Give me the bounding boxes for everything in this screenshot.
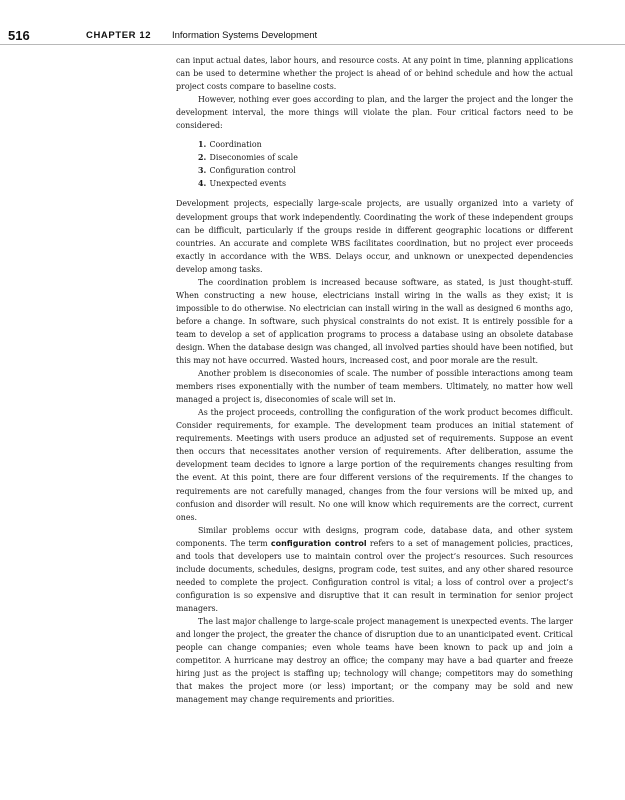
page-body — [176, 54, 573, 706]
paragraph-planning-applications: can input actual dates, labor hours, and resource costs. At any point in time, planning applications can be used to determine whether the project is ahead of or behind schedule and how the actual project costs compare to baseline costs. — [176, 56, 573, 92]
header-divider — [0, 44, 625, 45]
chapter-label: CHAPTER 12 — [86, 30, 152, 41]
paragraph-nothing-goes-to-plan: However, nothing ever goes according to plan, and the larger the project and the longer the development interval, the more things will violate the plan. Four critical factors need to be considered: — [176, 95, 573, 131]
page-number: 516 — [8, 28, 30, 43]
paragraph-configuration-control: Similar problems occur with designs, program code, database data, and other system components. The term configuration control refers to a set of management policies, practices, and tools that developers use to maintain control over the project’s resources. Such resources include documents, schedules, designs, program code, test suites, and any other shared resource needed to complete the project. Configuration control is vital; a loss of control over a project’s configuration is so expensive and disruptive that it can result in termination for senior project managers. — [176, 525, 573, 613]
running-header — [0, 28, 625, 48]
key-term: configuration control — [270, 538, 367, 548]
list-item: 1. Coordination — [198, 140, 262, 150]
paragraph-requirements-versions: As the project proceeds, controlling the configuration of the work product becomes difficult. Consider requirements, for example. The development team produces an initial statement of requirements. Meetings with users produce an adjusted set of requirements. Suppose an event then occurs that necessitates another version of requirements. After deliberation, assume the development team decides to ignore a large portion of the requirements changes resulting from the event. At this point, there are four different versions of the requirements. If the changes to requirements are not carefully managed, changes from the four versions will be mixed up, and confusion and disorder will result. No one will know which requirements are the correct, current ones. — [176, 408, 573, 522]
paragraph-unexpected-events: The last major challenge to large-scale project management is unexpected events. The larger and longer the project, the greater the chance of disruption due to an unanticipated event. Critical people can change companies; even whole teams have been known to pack up and join a competitor. A hurricane may destroy an office; the company may have a bad quarter and freeze hiring just as the project is staffing up; technology will change; competitors may do something that makes the project more (or less) important; or the company may be sold and new management may change requirements and priorities. — [176, 616, 573, 705]
list-item: 4. Unexpected events — [198, 179, 287, 189]
list-item: 3. Configuration control — [198, 166, 296, 176]
chapter-title: Information Systems Development — [172, 30, 318, 41]
list-item: 2. Diseconomies of scale — [198, 153, 298, 163]
critical-factors-list — [176, 138, 573, 190]
paragraph-diseconomies: Another problem is diseconomies of scale. The number of possible interactions among team members rises exponentially with the number of team members. Ultimately, no matter how well managed a project is, diseconomies of scale will set in. — [176, 369, 573, 405]
paragraph-coordination: Development projects, especially large-scale projects, are usually organized into a variety of development groups that work independently. Coordinating the work of these independent groups can be difficult, particularly if the groups reside in different geographic locations or different countries. An accurate and complete WBS facilitates coordination, but no project ever proceeds exactly in accordance with the WBS. Delays occur, and unknown or unexpected dependencies develop among tasks. — [176, 199, 573, 274]
paragraph-thought-stuff: The coordination problem is increased because software, as stated, is just thought-stuff. When constructing a new house, electricians install wiring in the walls as they exist; it is impossible to do otherwise. No electrician can install wiring in the wall as designed 6 months ago, before a change. In software, such physical constraints do not exist. It is entirely possible for a team to develop a set of application programs to process a database using an obsolete database design. When the database design was changed, all involved parties should have been notified, but this may not have occurred. Wasted hours, increased cost, and poor morale are the result. — [176, 277, 573, 366]
